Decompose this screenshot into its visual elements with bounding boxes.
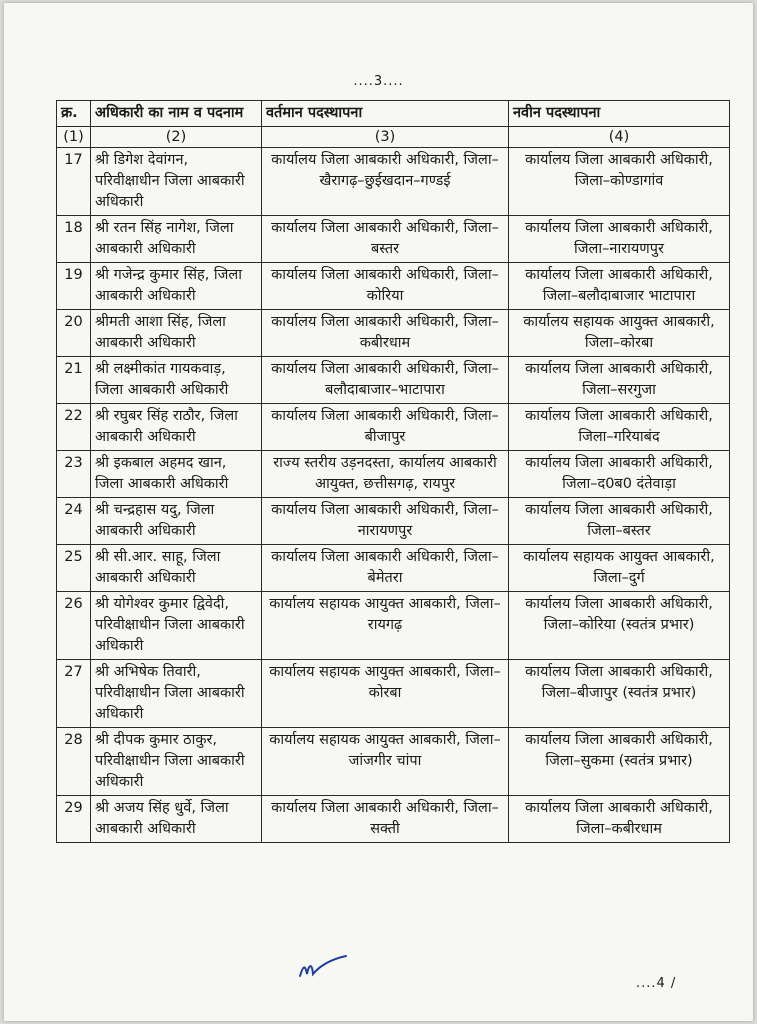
header-row: [57, 101, 730, 127]
new-posting: कार्यालय जिला आबकारी अधिकारी, जिला–कबीरधाम: [509, 796, 730, 843]
new-posting: कार्यालय जिला आबकारी अधिकारी, जिला–बीजापुर (स्वतंत्र प्रभार): [509, 660, 730, 728]
table-row: [57, 310, 730, 357]
current-posting: कार्यालय सहायक आयुक्त आबकारी, जिला–कोरबा: [262, 660, 509, 728]
new-posting: कार्यालय सहायक आयुक्त आबकारी, जिला–कोरबा: [509, 310, 730, 357]
officer-name: श्री रघुबर सिंह राठौर, जिला आबकारी अधिकारी: [91, 404, 262, 451]
current-posting: राज्य स्तरीय उड़नदस्ता, कार्यालय आबकारी आयुक्त, छत्तीसगढ़, रायपुर: [262, 451, 509, 498]
current-posting: कार्यालय जिला आबकारी अधिकारी, जिला–बलौदाबाजार–भाटापारा: [262, 357, 509, 404]
new-posting: कार्यालय जिला आबकारी अधिकारी, जिला–गरियाबंद: [509, 404, 730, 451]
current-posting: कार्यालय जिला आबकारी अधिकारी, जिला–बीजापुर: [262, 404, 509, 451]
officer-name: श्री इकबाल अहमद खान, जिला आबकारी अधिकारी: [91, 451, 262, 498]
new-posting: कार्यालय जिला आबकारी अधिकारी, जिला–कोरिया (स्वतंत्र प्रभार): [509, 592, 730, 660]
officer-name: श्री दीपक कुमार ठाकुर, परिवीक्षाधीन जिला आबकारी अधिकारी: [91, 728, 262, 796]
column-number: (4): [509, 127, 730, 148]
header-name: अधिकारी का नाम व पदनाम: [91, 101, 262, 127]
serial-number: 19: [57, 263, 91, 310]
header-new-posting: नवीन पदस्थापना: [509, 101, 730, 127]
current-posting: कार्यालय जिला आबकारी अधिकारी, जिला–नारायणपुर: [262, 498, 509, 545]
current-posting: कार्यालय सहायक आयुक्त आबकारी, जिला–रायगढ़: [262, 592, 509, 660]
table-row: [57, 216, 730, 263]
table-row: [57, 451, 730, 498]
current-posting: कार्यालय जिला आबकारी अधिकारी, जिला–सक्ती: [262, 796, 509, 843]
table-row: [57, 660, 730, 728]
new-posting: कार्यालय जिला आबकारी अधिकारी, जिला–कोण्डागांव: [509, 148, 730, 216]
table-row: [57, 263, 730, 310]
officer-name: श्री सी.आर. साहू, जिला आबकारी अधिकारी: [91, 545, 262, 592]
column-number: (2): [91, 127, 262, 148]
new-posting: कार्यालय जिला आबकारी अधिकारी, जिला–सुकमा (स्वतंत्र प्रभार): [509, 728, 730, 796]
current-posting: कार्यालय जिला आबकारी अधिकारी, जिला–कबीरधाम: [262, 310, 509, 357]
next-page-marker: ....4 /: [636, 976, 677, 991]
table-row: [57, 592, 730, 660]
new-posting: कार्यालय जिला आबकारी अधिकारी, जिला–बस्तर: [509, 498, 730, 545]
transfer-table: [56, 100, 730, 843]
officer-name: श्री अभिषेक तिवारी, परिवीक्षाधीन जिला आबकारी अधिकारी: [91, 660, 262, 728]
serial-number: 23: [57, 451, 91, 498]
new-posting: कार्यालय जिला आबकारी अधिकारी, जिला–द0ब0 दंतेवाड़ा: [509, 451, 730, 498]
officer-name: श्री डिगेश देवांगन, परिवीक्षाधीन जिला आबकारी अधिकारी: [91, 148, 262, 216]
column-number-row: [57, 127, 730, 148]
table-row: [57, 357, 730, 404]
officer-name: श्री अजय सिंह धुर्वे, जिला आबकारी अधिकारी: [91, 796, 262, 843]
table-row: [57, 148, 730, 216]
current-posting: कार्यालय जिला आबकारी अधिकारी, जिला–बस्तर: [262, 216, 509, 263]
new-posting: कार्यालय जिला आबकारी अधिकारी, जिला–सरगुजा: [509, 357, 730, 404]
column-number: (3): [262, 127, 509, 148]
column-number: (1): [57, 127, 91, 148]
serial-number: 20: [57, 310, 91, 357]
serial-number: 26: [57, 592, 91, 660]
new-posting: कार्यालय जिला आबकारी अधिकारी, जिला–नारायणपुर: [509, 216, 730, 263]
officer-name: श्री चन्द्रहास यदु, जिला आबकारी अधिकारी: [91, 498, 262, 545]
officer-name: श्रीमती आशा सिंह, जिला आबकारी अधिकारी: [91, 310, 262, 357]
current-posting: कार्यालय जिला आबकारी अधिकारी, जिला–बेमेतरा: [262, 545, 509, 592]
header-current-posting: वर्तमान पदस्थापना: [262, 101, 509, 127]
officer-name: श्री लक्ष्मीकांत गायकवाड़, जिला आबकारी अधिकारी: [91, 357, 262, 404]
officer-name: श्री गजेन्द्र कुमार सिंह, जिला आबकारी अधिकारी: [91, 263, 262, 310]
header-sn: क्र.: [57, 101, 91, 127]
table-row: [57, 796, 730, 843]
officer-name: श्री रतन सिंह नागेश, जिला आबकारी अधिकारी: [91, 216, 262, 263]
serial-number: 27: [57, 660, 91, 728]
table-row: [57, 498, 730, 545]
officer-name: श्री योगेश्वर कुमार द्विवेदी, परिवीक्षाधीन जिला आबकारी अधिकारी: [91, 592, 262, 660]
table-row: [57, 404, 730, 451]
current-posting: कार्यालय जिला आबकारी अधिकारी, जिला–खैरागढ़–छुईखदान–गण्डई: [262, 148, 509, 216]
serial-number: 28: [57, 728, 91, 796]
serial-number: 21: [57, 357, 91, 404]
new-posting: कार्यालय सहायक आयुक्त आबकारी, जिला–दुर्ग: [509, 545, 730, 592]
table-row: [57, 728, 730, 796]
serial-number: 18: [57, 216, 91, 263]
serial-number: 22: [57, 404, 91, 451]
table-row: [57, 545, 730, 592]
new-posting: कार्यालय जिला आबकारी अधिकारी, जिला–बलौदाबाजार भाटापारा: [509, 263, 730, 310]
current-posting: कार्यालय जिला आबकारी अधिकारी, जिला–कोरिया: [262, 263, 509, 310]
current-posting: कार्यालय सहायक आयुक्त आबकारी, जिला–जांजगीर चांपा: [262, 728, 509, 796]
serial-number: 25: [57, 545, 91, 592]
table-body: [57, 148, 730, 843]
signature-mark: [296, 952, 352, 982]
serial-number: 29: [57, 796, 91, 843]
page-number-marker: ....3....: [353, 74, 404, 89]
serial-number: 17: [57, 148, 91, 216]
serial-number: 24: [57, 498, 91, 545]
